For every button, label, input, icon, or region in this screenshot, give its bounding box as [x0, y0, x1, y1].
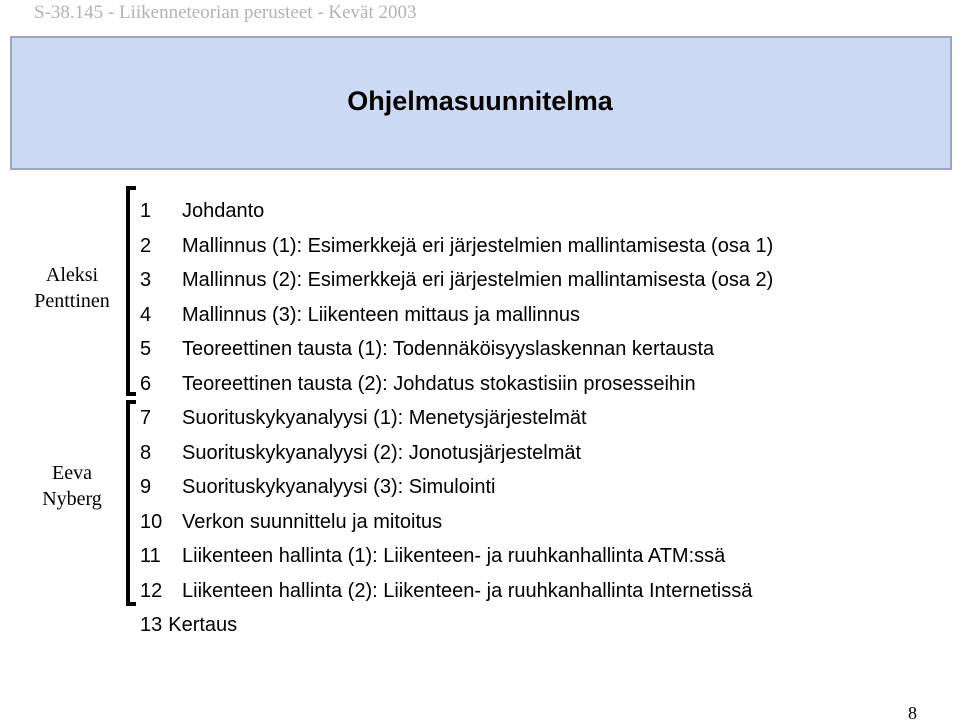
- lecturer-last-name: Nyberg: [42, 488, 102, 510]
- lecturer-first-name: Aleksi: [45, 264, 99, 286]
- agenda-item: [140, 401, 773, 436]
- agenda-number: 12: [140, 579, 163, 602]
- agenda-text: Suorituskykyanalyysi (2): Jonotusjärjestelmät: [182, 441, 582, 464]
- agenda-text: Liikenteen hallinta (2): Liikenteen- ja ruuhkanhallinta Internetissä: [182, 579, 753, 602]
- agenda-number: 3: [140, 269, 152, 291]
- agenda-number: 7: [140, 407, 152, 429]
- agenda-text: Teoreettinen tausta (1): Todennäköisyyslaskennan kertausta: [182, 338, 715, 360]
- agenda-number: 6: [140, 372, 152, 395]
- page-number: 8: [908, 703, 917, 723]
- agenda-item: [140, 539, 773, 574]
- agenda-item: [140, 229, 773, 264]
- agenda-number: 4: [140, 303, 152, 326]
- agenda-text: Liikenteen hallinta (1): Liikenteen- ja ruuhkanhallinta ATM:ssä: [182, 545, 726, 567]
- agenda-number: 13: [140, 614, 163, 636]
- lecturer-last-name: Penttinen: [34, 290, 110, 312]
- agenda-item: [140, 574, 773, 609]
- agenda-text: Johdanto: [182, 200, 265, 222]
- agenda-number: 9: [140, 476, 152, 498]
- agenda-item: [140, 194, 773, 229]
- agenda-text: Mallinnus (2): Esimerkkejä eri järjestelmien mallintamisesta (osa 2): [182, 269, 774, 291]
- agenda-text: Kertaus: [168, 614, 238, 636]
- agenda-item: [140, 298, 773, 333]
- agenda-text: Verkon suunnittelu ja mitoitus: [182, 510, 443, 533]
- lecturer-penttinen: [22, 262, 122, 314]
- agenda-item: [140, 608, 773, 643]
- agenda-item: [140, 263, 773, 298]
- lecturer-nyberg: [22, 460, 122, 512]
- agenda-number: 10: [140, 510, 163, 533]
- agenda-text: Suorituskykyanalyysi (1): Menetysjärjestelmät: [182, 407, 587, 429]
- agenda-text: Suorituskykyanalyysi (3): Simulointi: [182, 476, 496, 498]
- agenda-item: [140, 470, 773, 505]
- agenda-number: 2: [140, 234, 152, 257]
- agenda-text: Mallinnus (1): Esimerkkejä eri järjestelmien mallintamisesta (osa 1): [182, 234, 774, 257]
- course-header: S-38.145 - Liikenneteorian perusteet - Kevät 2003: [34, 2, 417, 23]
- agenda-number: 11: [140, 545, 161, 567]
- agenda-number: 8: [140, 441, 152, 464]
- agenda-number: 5: [140, 338, 152, 360]
- agenda-text: Teoreettinen tausta (2): Johdatus stokastisiin prosesseihin: [182, 372, 696, 395]
- agenda-item: [140, 505, 773, 540]
- agenda-item: [140, 436, 773, 471]
- lecturer-first-name: Eeva: [52, 462, 92, 484]
- agenda-text: Mallinnus (3): Liikenteen mittaus ja mallinnus: [182, 303, 580, 326]
- agenda-list: [140, 194, 773, 643]
- agenda-item: [140, 367, 773, 402]
- agenda-item: [140, 332, 773, 367]
- bracket-penttinen: [126, 186, 130, 396]
- bracket-nyberg: [126, 400, 130, 606]
- agenda-number: 1: [140, 200, 152, 222]
- slide-title: Ohjelmasuunnitelma: [347, 86, 613, 116]
